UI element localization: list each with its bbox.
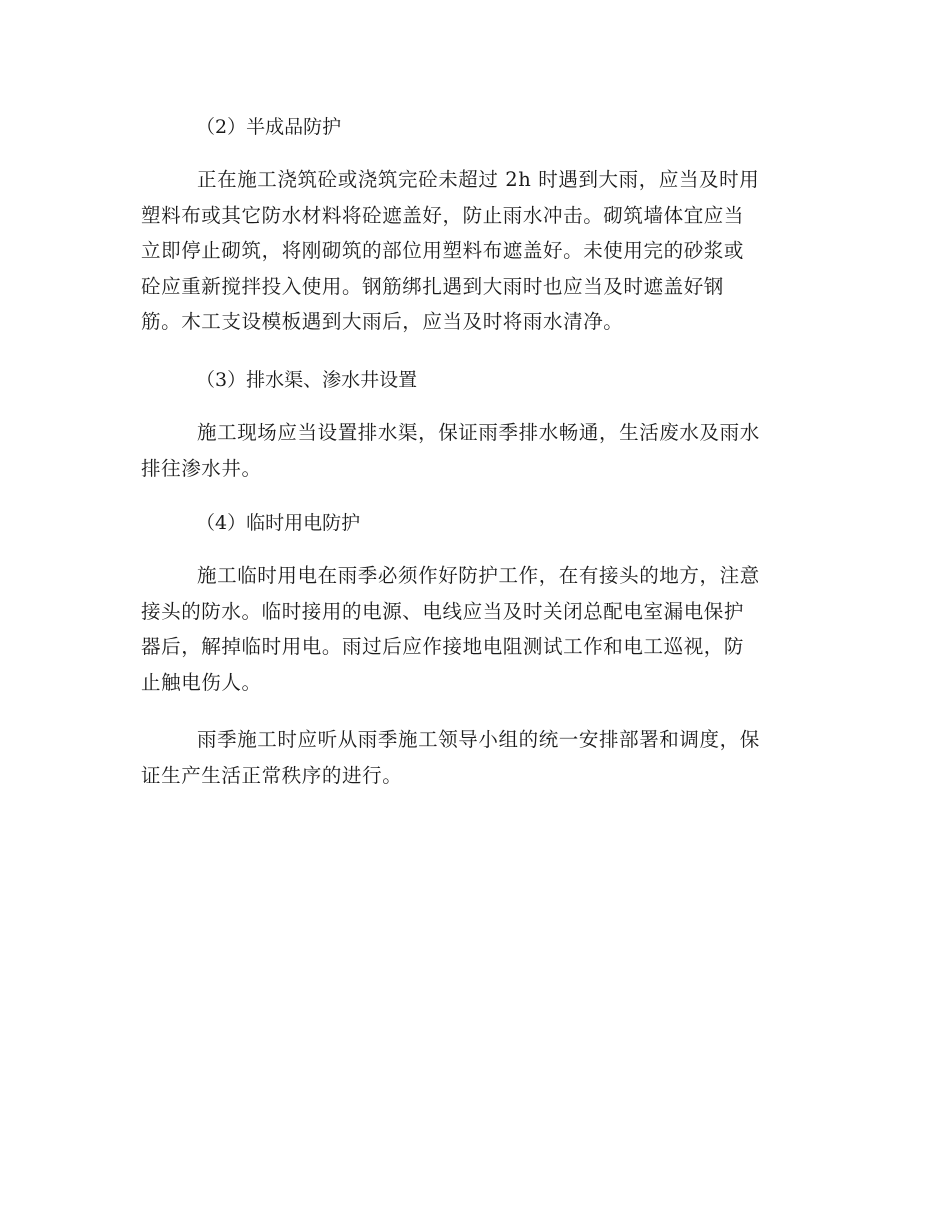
section-heading-semi-finished-protection: （2）半成品防护	[196, 116, 342, 138]
paragraph-line: 止触电伤人。	[141, 670, 262, 694]
paragraph-line: 正在施工浇筑砼或浇筑完砼未超过 2h 时遇到大雨，应当及时用	[197, 168, 760, 191]
paragraph-line: 立即停止砌筑，将刚砌筑的部位用塑料布遮盖好。未使用完的砂浆或	[141, 239, 745, 262]
paragraph-line: 砼应重新搅拌投入使用。钢筋绑扎遇到大雨时也应当及时遮盖好钢	[141, 274, 724, 298]
section-heading-temporary-power: （4）临时用电防护	[196, 512, 361, 534]
paragraph-line: 施工临时用电在雨季必须作好防护工作，在有接头的地方，注意	[197, 564, 760, 587]
paragraph-temporary-power	[141, 558, 809, 700]
paragraph-line: 施工现场应当设置排水渠，保证雨季排水畅通，生活废水及雨水	[197, 421, 760, 444]
paragraph-line: 塑料布或其它防水材料将砼遮盖好，防止雨水冲击。砌筑墙体宜应当	[141, 203, 745, 227]
paragraph-line: 筋。木工支设模板遇到大雨后，应当及时将雨水清净。	[141, 310, 624, 333]
paragraph-drainage	[141, 415, 809, 486]
paragraph-line: 接头的防水。临时接用的电源、电线应当及时关闭总配电室漏电保护	[141, 599, 745, 623]
paragraph-semi-finished-protection	[141, 162, 809, 340]
paragraph-line: 证生产生活正常秩序的进行。	[141, 763, 403, 787]
section-heading-drainage: （3）排水渠、渗水井设置	[196, 369, 418, 391]
paragraph-line: 雨季施工时应听从雨季施工领导小组的统一安排部署和调度，保	[197, 728, 760, 751]
paragraph-line: 器后，解掉临时用电。雨过后应作接地电阻测试工作和电工巡视，防	[141, 635, 745, 658]
paragraph-closing	[141, 722, 809, 793]
paragraph-line: 排往渗水井。	[141, 456, 262, 480]
